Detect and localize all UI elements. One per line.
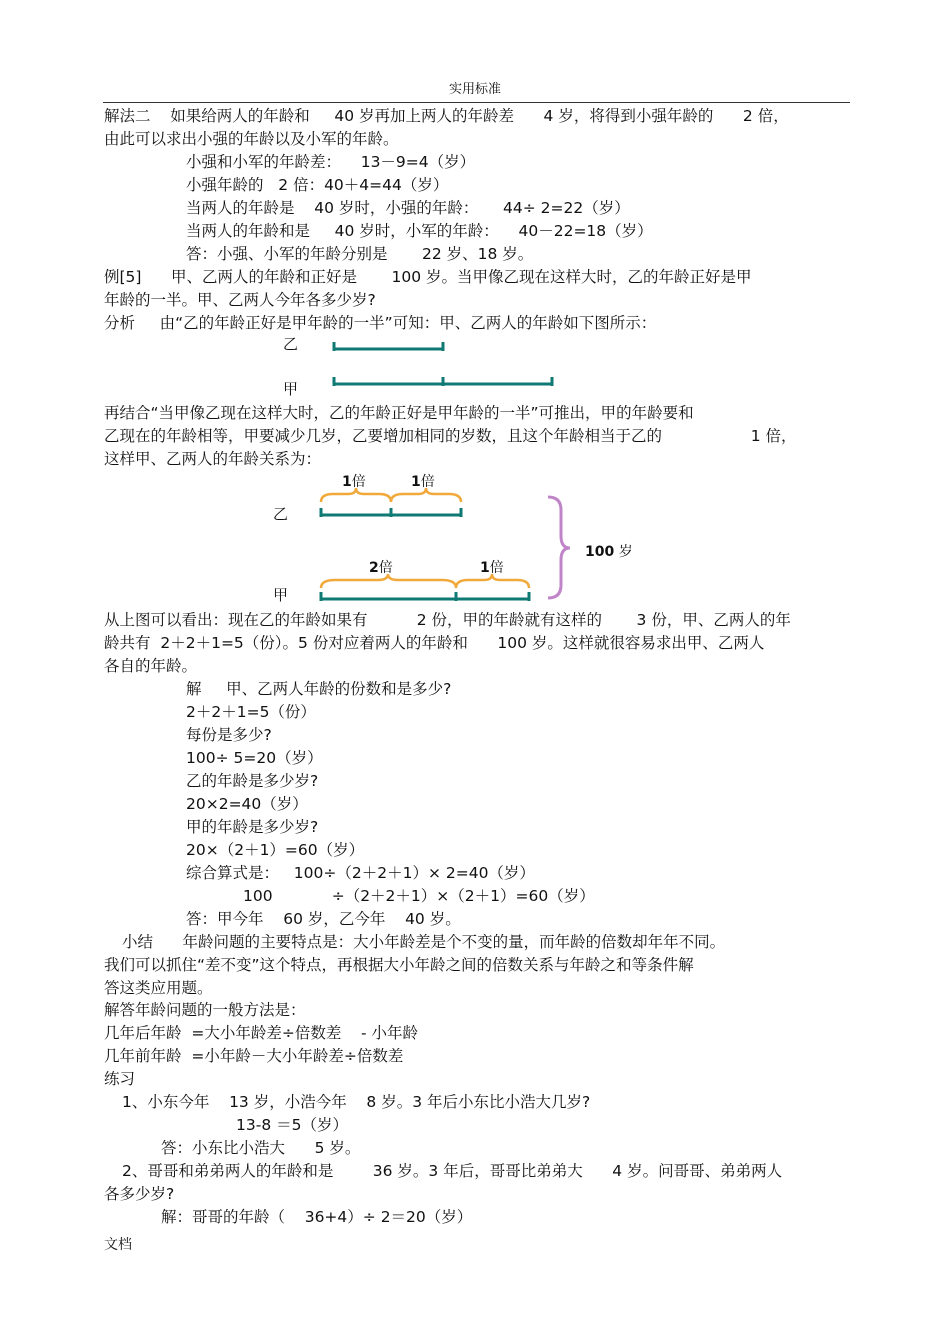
brace-label-jia-1x: 1倍 — [480, 560, 504, 576]
brace-label-jia-2x: 2倍 — [369, 560, 393, 576]
practice1-answer: 答：小东比小浩大 5 岁。 — [161, 1139, 361, 1157]
example5-line2: 年龄的一半。甲、乙两人今年各多少岁? — [104, 291, 376, 309]
practice2-question-line1: 2、哥哥和弟弟两人的年龄和是 36 岁。3 年后，哥哥比弟弟大 4 岁。问哥哥、弟弟两人 — [122, 1162, 783, 1180]
solution-line: 解 甲、乙两人年龄的份数和是多少? — [186, 680, 452, 698]
diagram2-jia-segment — [321, 592, 529, 601]
reasoning-line1: 再结合“当甲像乙现在这样大时，乙的年龄正好是甲年龄的一半”可推出，甲的年龄要和 — [104, 404, 694, 422]
solution-line: 2＋2＋1=5（份） — [186, 703, 316, 721]
solution-line: 20×2=40（岁） — [186, 795, 308, 813]
formula-after: 几年后年龄 =大小年龄差÷倍数差 - 小年龄 — [104, 1024, 419, 1042]
conclusion-line2: 龄共有 2＋2＋1=5（份）。5 份对应着两人的年龄和 100 岁。这样就很容易求出甲、乙两人 — [104, 634, 765, 652]
method2-line1: 解法二 如果给两人的年龄和 40 岁再加上两人的年龄差 4 岁，将得到小强年龄的 2 倍， — [104, 107, 789, 125]
practice2-question-line2: 各多少岁? — [104, 1185, 175, 1203]
diagram1-label-jia: 甲 — [283, 380, 299, 398]
brace-label-yi-2: 1倍 — [411, 474, 435, 490]
total-label: 100 岁 — [585, 544, 633, 560]
calc-line: 小强和小军的年龄差： 13－9=4（岁） — [186, 153, 476, 171]
summary-line3: 答这类应用题。 — [104, 979, 213, 997]
method-heading: 解答年龄问题的一般方法是： — [104, 1001, 306, 1019]
answer-line: 答：小强、小军的年龄分别是 22 岁、18 岁。 — [186, 245, 534, 263]
summary-line1: 小结 年龄问题的主要特点是：大小年龄差是个不变的量，而年龄的倍数却年年不同。 — [122, 933, 726, 951]
example5-line1: 例[5] 甲、乙两人的年龄和正好是 100 岁。当甲像乙现在这样大时，乙的年龄正好是甲 — [104, 268, 752, 286]
solution-line: 每份是多少? — [186, 726, 272, 744]
answer-line: 答：甲今年 60 岁，乙今年 40 岁。 — [186, 910, 461, 928]
page-header: 实用标准 — [448, 82, 501, 97]
conclusion-line1: 从上图可以看出：现在乙的年龄如果有 2 份，甲的年龄就有这样的 3 份，甲、乙两人的年 — [104, 611, 791, 629]
practice1-question: 1、小东今年 13 岁，小浩今年 8 岁。3 年后小东比小浩大几岁? — [122, 1093, 591, 1111]
formula-before: 几年前年龄 =小年龄－大小年龄差÷倍数差 — [104, 1047, 404, 1065]
solution-line: 甲的年龄是多少岁? — [186, 818, 319, 836]
calc-line: 当两人的年龄和是 40 岁时，小军的年龄： 40－22=18（岁） — [186, 222, 653, 240]
solution-line: 20×（2＋1）=60（岁） — [186, 841, 365, 859]
method2-line2: 由此可以求出小强的年龄以及小军的年龄。 — [104, 130, 399, 148]
combined-formula-line2: 100 ÷（2＋2＋1）×（2＋1）=60（岁） — [243, 887, 595, 905]
practice-heading: 练习 — [104, 1070, 136, 1088]
combined-formula-line1: 综合算式是： 100÷（2＋2＋1）× 2=40（岁） — [186, 864, 535, 882]
brace-total — [548, 497, 570, 598]
solution-line: 乙的年龄是多少岁? — [186, 772, 319, 790]
practice1-calc: 13-8 ＝5（岁） — [236, 1116, 348, 1134]
summary-line2: 我们可以抓住“差不变”这个特点，再根据大小年龄之间的倍数关系与年龄之和等条件解 — [104, 956, 694, 974]
calc-line: 小强年龄的 2 倍：40＋4=44（岁） — [186, 176, 449, 194]
calc-line: 当两人的年龄是 40 岁时，小强的年龄： 44÷ 2=22（岁） — [186, 199, 630, 217]
page-footer: 文档 — [104, 1237, 132, 1253]
diagram2-label-jia: 甲 — [273, 586, 289, 604]
diagram1-yi-segment — [334, 342, 443, 351]
brace-label-yi-1: 1倍 — [342, 474, 366, 490]
diagram1-jia-segment — [334, 377, 552, 386]
diagram2-label-yi: 乙 — [273, 505, 289, 523]
practice2-solution: 解：哥哥的年龄（ 36+4）÷ 2＝20（岁） — [161, 1208, 473, 1226]
reasoning-line3: 这样甲、乙两人的年龄关系为： — [104, 450, 322, 468]
analysis-line: 分析 由“乙的年龄正好是甲年龄的一半”可知：甲、乙两人的年龄如下图所示： — [104, 314, 657, 332]
conclusion-line3: 各自的年龄。 — [104, 657, 198, 675]
solution-line: 100÷ 5=20（岁） — [186, 749, 323, 767]
diagram1-label-yi: 乙 — [283, 335, 299, 353]
reasoning-line2: 乙现在的年龄相等，甲要减少几岁，乙要增加相同的岁数，且这个年龄相当于乙的 1 倍， — [104, 427, 797, 445]
diagram2-yi-segment — [321, 508, 461, 517]
